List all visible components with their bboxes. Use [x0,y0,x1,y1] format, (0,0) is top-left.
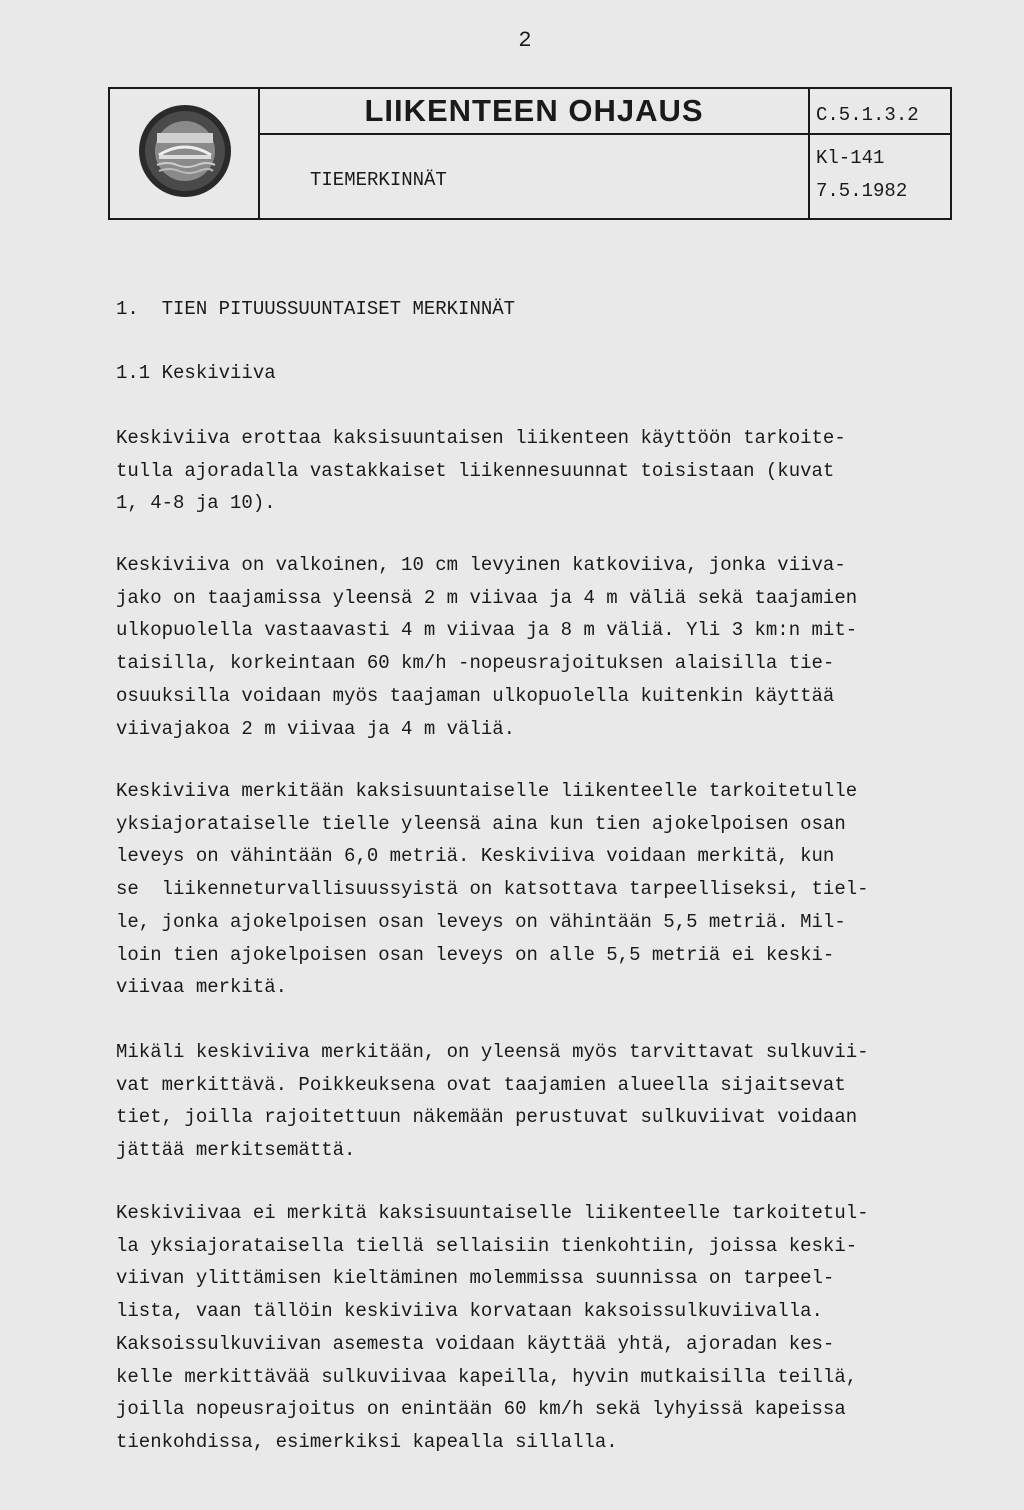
subsection-heading: 1.1 Keskiviiva [116,362,276,384]
paragraph-2: Keskiviiva on valkoinen, 10 cm levyinen katkoviiva, jonka viiva- jako on taajamissa yleensä 2 m viivaa ja 4 m väliä sekä taajamien ulkopuolella vastaavasti 4 m viivaa ja 8 m väliä. Yli 3 km:n mit- taisilla, korkeintaan 60 km/h -nopeusrajoituksen alaisilla tie- osuuksilla voidaan myös taajaman ulkopuolella kuitenkin käyttää viivajakoa 2 m viivaa ja 4 m väliä. [116,554,858,740]
paragraph-4: Mikäli keskiviiva merkitään, on yleensä myös tarvittavat sulkuvii- vat merkittävä. Poikkeuksena ovat taajamien alueella sijaitsevat tiet, joilla rajoitettuun näkemään perustuvat sulkuviivat voidaan jättää merkitsemättä. [116,1041,869,1162]
paragraph-5: Keskiviivaa ei merkitä kaksisuuntaiselle liikenteelle tarkoitetul- la yksiajorataisella tiellä sellaisiin tienkohtiin, joissa keski- viivan ylittämisen kieltäminen molemmissa suunnissa on tarpeel- lista, vaan tällöin keskiviiva korvataan kaksoissulkuviivalla. Kaksoissulkuviivan asemesta voidaan käyttää yhtä, ajoradan kes- kelle merkittävää sulkuviivaa kapeilla, hyvin mutkaisilla teillä, joilla nopeusrajoitus on enintään 60 km/h sekä lyhyissä kapeissa tienkohdissa, esimerkiksi kapealla sillalla. [116,1202,869,1453]
document-header [108,87,952,220]
agency-seal-icon [137,103,233,199]
document-ref: Kl-141 [816,147,885,169]
document-code: C.5.1.3.2 [810,89,950,135]
page-number: 2 [518,28,532,53]
section-heading: 1. TIEN PITUUSSUUNTAISET MERKINNÄT [116,298,516,320]
document-subtitle: TIEMERKINNÄT [310,169,447,191]
title-cell [260,89,810,218]
paragraph-1: Keskiviiva erottaa kaksisuuntaisen liikenteen käyttöön tarkoite- tulla ajoradalla vastakkaiset liikennesuunnat toisistaan (kuvat 1, 4-8 ja 10). [116,427,846,515]
document-title: LIIKENTEEN OHJAUS [260,89,808,135]
code-cell [810,89,950,218]
document-date: 7.5.1982 [816,180,908,202]
logo-cell [110,89,260,218]
paragraph-3: Keskiviiva merkitään kaksisuuntaiselle liikenteelle tarkoitetulle yksiajorataiselle tielle yleensä aina kun tien ajokelpoisen osan leveys on vähintään 6,0 metriä. Keskiviiva voidaan merkitä, kun se liikenneturvallisuussyistä on katsottava tarpeelliseksi, tiel- le, jonka ajokelpoisen osan leveys on vähintään 5,5 metriä. Mil- loin tien ajokelpoisen osan leveys on alle 5,5 metriä ei keski- viivaa merkitä. [116,780,869,999]
